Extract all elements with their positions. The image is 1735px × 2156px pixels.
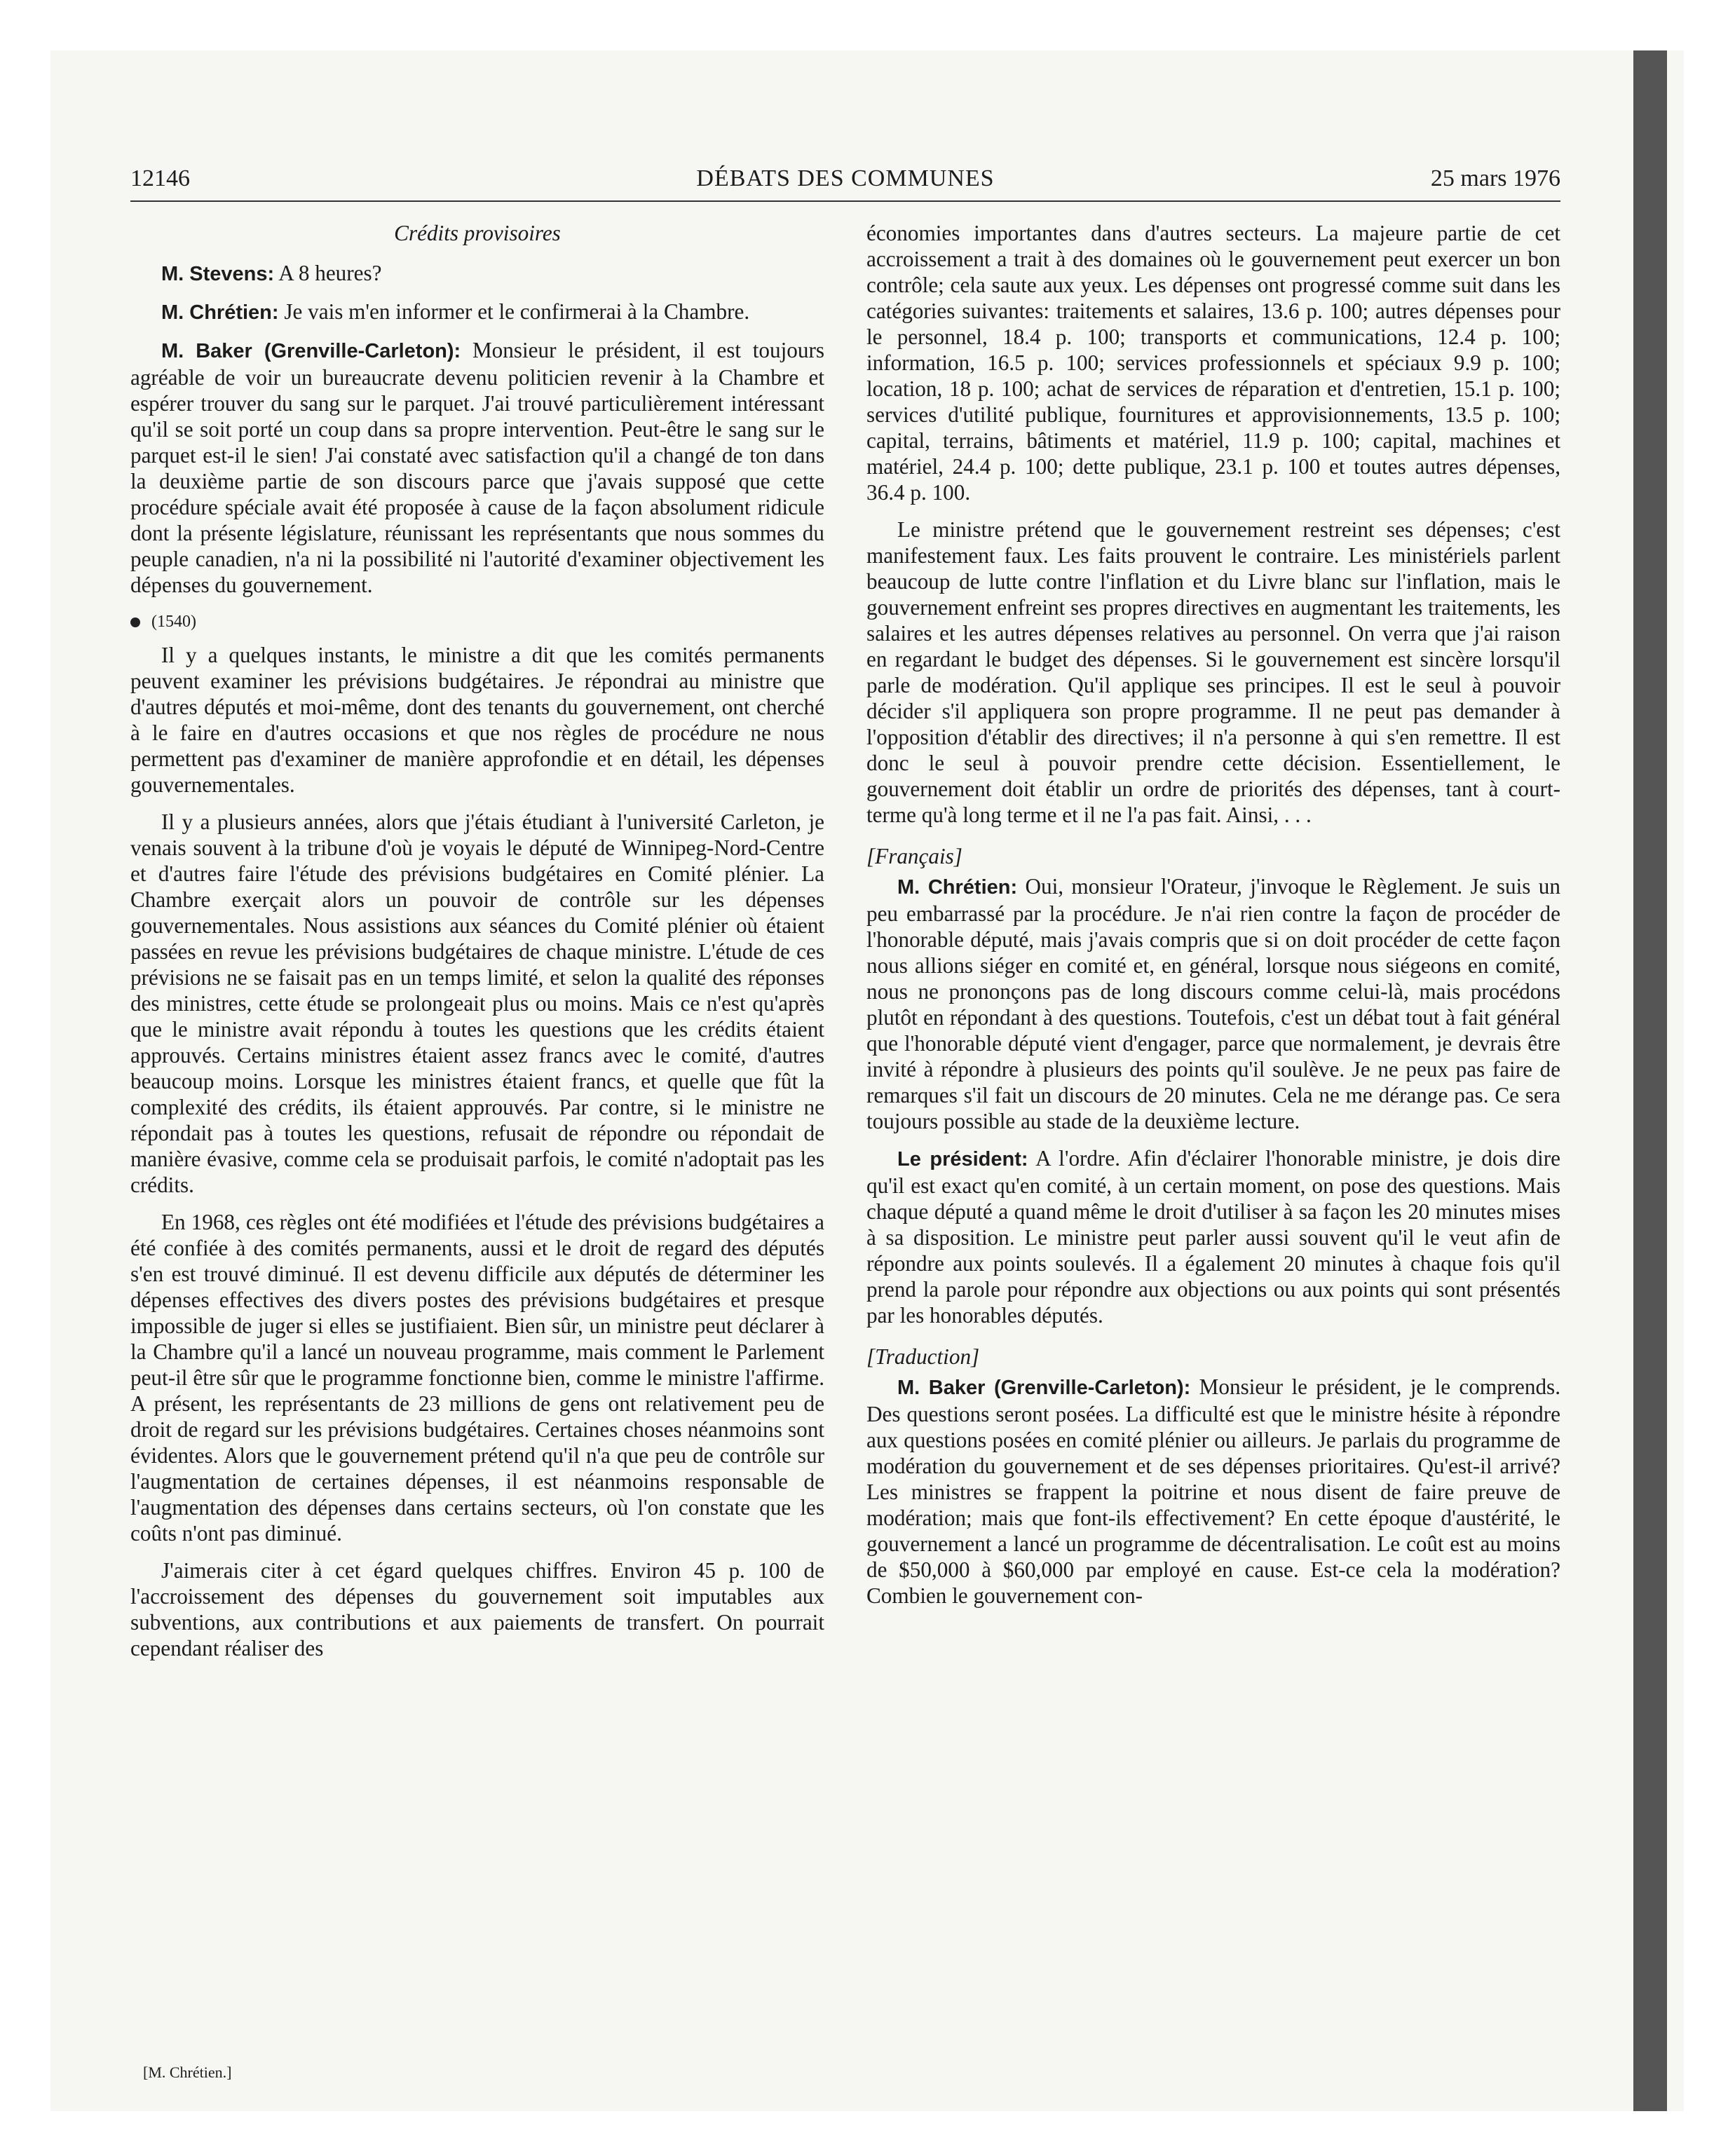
paragraph: Le ministre prétend que le gouvernement restreint ses dépenses; c'est manifestement faux. Les faits prouvent le contraire. Les ministériels parlent beaucoup de lutte contre l'inflation et du Livre blanc sur l'inflation, mais le gouvernement enfreint ses propres directives en augmentant les traitements, les salaires et les autres dépenses relatives au personnel. On verra que j'ai raison en regardant le budget des dépenses. Si le gouvernement est sincère lorsqu'il parle de modération. Qu'il applique ses principes. Il est le seul à pouvoir décider s'il appliquera son propre programme. Il ne peut pas demander à l'opposition d'établir des directives; il n'a personne à qui s'en remettre. Il est donc le seul à pouvoir prendre cette décision. Essentiellement, le gouvernement doit établir un ordre de priorités des dépenses, tant à court-terme qu'à long terme et il ne l'a pas fait. Ainsi, . . . (866, 517, 1560, 827)
speaker-name: M. Chrétien: (897, 876, 1018, 899)
publication-date: 25 mars 1976 (1430, 165, 1560, 191)
speech-text: Monsieur le président, il est toujours agréable de voir un bureaucrate devenu politicien revenir à la Chambre et espérer trouver du sang sur le parquet. J'ai trouvé particulièrement intéressant qu'il se soit porté un coup dans sa propre intervention. Peut-être le sang sur le parquet est-il le sien! J'ai constaté avec satisfaction qu'il a changé de ton dans la deuxième partie de son discours parce que j'avais supposé que cette procédure spéciale avait été proposée à cause de la façon absolument ridicule dont la présente législature, réunissant les représentants que nous sommes du peuple canadien, n'a ni la possibilité ni l'autorité d'examiner objectivement les dépenses du gouvernement. (130, 338, 824, 597)
page-number: 12146 (130, 165, 190, 191)
paragraph (866, 873, 1560, 1134)
publication-title: DÉBATS DES COMMUNES (696, 165, 995, 191)
paragraph: J'aimerais citer à cet égard quelques chiffres. Environ 45 p. 100 de l'accroissement des dépenses du gouvernement soit imputables aux subventions, aux contributions et aux paiements de transfert. On pourrait cependant réaliser des (130, 1558, 824, 1660)
speaker-name: M. Baker (Grenville-Carleton): (161, 340, 461, 362)
paragraph: En 1968, ces règles ont été modifiées et l'étude des prévisions budgétaires a été confiée à des comités permanents, aussi et le droit de regard des députés s'en est trouvé diminué. Il est devenu difficile aux députés de déterminer les dépenses effectives des divers postes des prévisions budgétaires et presque impossible de juger si elles se justifiaient. Bien sûr, un ministre peut déclarer à la Chambre qu'il a lancé un nouveau programme, mais comment le Parlement peut-il être sûr que le programme fonctionne bien, comme le ministre l'affirme. A présent, les représentants de 23 millions de gens ont relativement peu de droit de regard sur les prévisions budgétaires. Certaines choses néanmoins sont évidentes. Alors que le gouvernement prétend qu'il n'a que peu de contrôle sur l'augmentation de certaines dépenses, il est néanmoins responsable de l'augmentation des dépenses dans certains secteurs, où l'on constate que les coûts n'ont pas diminué. (130, 1210, 824, 1546)
bullet-icon (130, 618, 140, 627)
section-title: Crédits provisoires (394, 221, 561, 245)
speaker-footnote: [M. Chrétien.] (143, 2063, 232, 2081)
paragraph (866, 1374, 1560, 1609)
paragraph: Il y a plusieurs années, alors que j'étais étudiant à l'université Carleton, je venais souvent à la tribune d'où je voyais le député de Winnipeg-Nord-Centre et d'autres faire l'étude des prévisions budgétaires en Comité plénier. La Chambre exerçait alors un pouvoir de contrôle sur les dépenses gouvernementales. Nous assistions aux séances du Comité plénier où étaient passées en revue les prévisions budgétaires de chaque ministre. L'étude de ces prévisions ne se faisait pas en un temps limité, et selon la qualité des réponses des ministres, cette étude se prolongeait plus ou moins. Mais ce n'est qu'après que le ministre avait répondu à toutes les questions que les crédits étaient approuvés. Certains ministres étaient assez francs avec le comité, d'autres beaucoup moins. Lorsque les ministres étaient francs, et quelle que fût la complexité des crédits, ils étaient approuvés. Par contre, si le ministre ne répondait pas à toutes les questions, refusait de répondre ou répondait de manière évasive, comme cela se produisait parfois, le comité n'adoptait pas les crédits. (130, 810, 824, 1197)
paragraph: économies importantes dans d'autres secteurs. La majeure partie de cet accroissement a trait à des domaines où le gouvernement peut exercer un bon contrôle; cela saute aux yeux. Les dépenses ont progressé comme suit dans les catégories suivantes: traitements et salaires, 13.6 p. 100; autres dépenses pour le personnel, 18.4 p. 100; transports et communications, 12.4 p. 100; information, 16.5 p. 100; services professionnels et spéciaux 9.9 p. 100; location, 18 p. 100; achat de services de réparation et d'entretien, 15.1 p. 100; services d'utilité publique, fournitures et approvisionnements, 13.5 p. 100; capital, terrains, bâtiments et matériel, 11.9 p. 100; capital, machines et matériel, 24.4 p. 100; dette publique, 23.1 p. 100 et toutes autres dépenses, 36.4 p. 100. (866, 221, 1560, 505)
left-column (130, 220, 824, 1672)
scan-edge (1633, 50, 1667, 2111)
speaker-name: Le président: (897, 1148, 1028, 1171)
speech-text: Oui, monsieur l'Orateur, j'invoque le Règlement. Je suis un peu embarrassé par la procédure. Je n'ai rien contre la façon de procéder de l'honorable député, mais j'avais compris que si on doit procéder de cette façon nous allions siéger en comité et, en général, lorsque nous siégeons en comité, nous ne prononçons pas de long discours comme celui-là, mais procédons plutôt en répondant à des questions. Toutefois, c'est un débat tout à fait général que l'honorable député vient d'engager, parce que normalement, je devrais être invité à répondre à plusieurs des points qu'il soulève. Je ne peux pas faire de remarques s'il fait un discours de 20 minutes. Cela ne me dérange pas. Ce sera toujours possible au stade de la deuxième lecture. (866, 874, 1560, 1133)
speaker-name: M. Chrétien: (161, 301, 279, 324)
speaker-name: M. Stevens: (161, 263, 275, 285)
paragraph (130, 299, 824, 326)
language-tag: [Traduction] (866, 1344, 980, 1369)
paragraph (130, 260, 824, 287)
right-column (866, 220, 1560, 1620)
speech-text: A 8 heures? (274, 261, 382, 285)
speech-text: Monsieur le président, je le comprends. Des questions seront posées. La difficulté est que le ministre hésite à répondre aux questions posées en comité plénier ou ailleurs. Je parlais du programme de modération du gouvernement et de ses dépenses prioritaires. Qu'est-il arrivé? Les ministres se frappent la poitrine et nous disent de faire preuve de modération; mais que font-ils effectivement? En cette époque d'austérité, le gouvernement a lancé un programme de décentralisation. Le coût est au moins de $50,000 à $60,000 par employé en cause. Est-ce cela la modération? Combien le gouvernement con- (866, 1374, 1560, 1608)
paragraph (130, 337, 824, 598)
paragraph: Il y a quelques instants, le ministre a dit que les comités permanents peuvent examiner les prévisions budgétaires. Je répondrai au ministre que d'autres députés et moi-même, dont des tenants du gouvernement, ont cherché à le faire en d'autres occasions et que nos règles de procédure ne nous permettent pas d'examiner de manière approfondie et en détail, les dépenses gouvernementales. (130, 643, 824, 797)
time-marker-text: (1540) (151, 613, 196, 631)
speech-text: A l'ordre. Afin d'éclairer l'honorable ministre, je dois dire qu'il est exact qu'en comité, à un certain moment, on pose des questions. Mais chaque député a quand même le droit d'utiliser à sa façon les 20 minutes mises à sa disposition. Le ministre peut parler aussi souvent qu'il le veut afin de répondre aux points soulevés. Il a également 20 minutes à chaque fois qu'il prend la parole pour répondre aux objections ou aux points qui sont présentés par les honorables députés. (866, 1146, 1560, 1328)
language-tag: [Français] (866, 844, 962, 868)
speaker-name: M. Baker (Grenville-Carleton): (897, 1377, 1191, 1399)
page-header (130, 165, 1560, 202)
paragraph (866, 1145, 1560, 1328)
speech-text: Je vais m'en informer et le confirmerai à la Chambre. (278, 299, 750, 324)
time-marker (130, 609, 824, 635)
